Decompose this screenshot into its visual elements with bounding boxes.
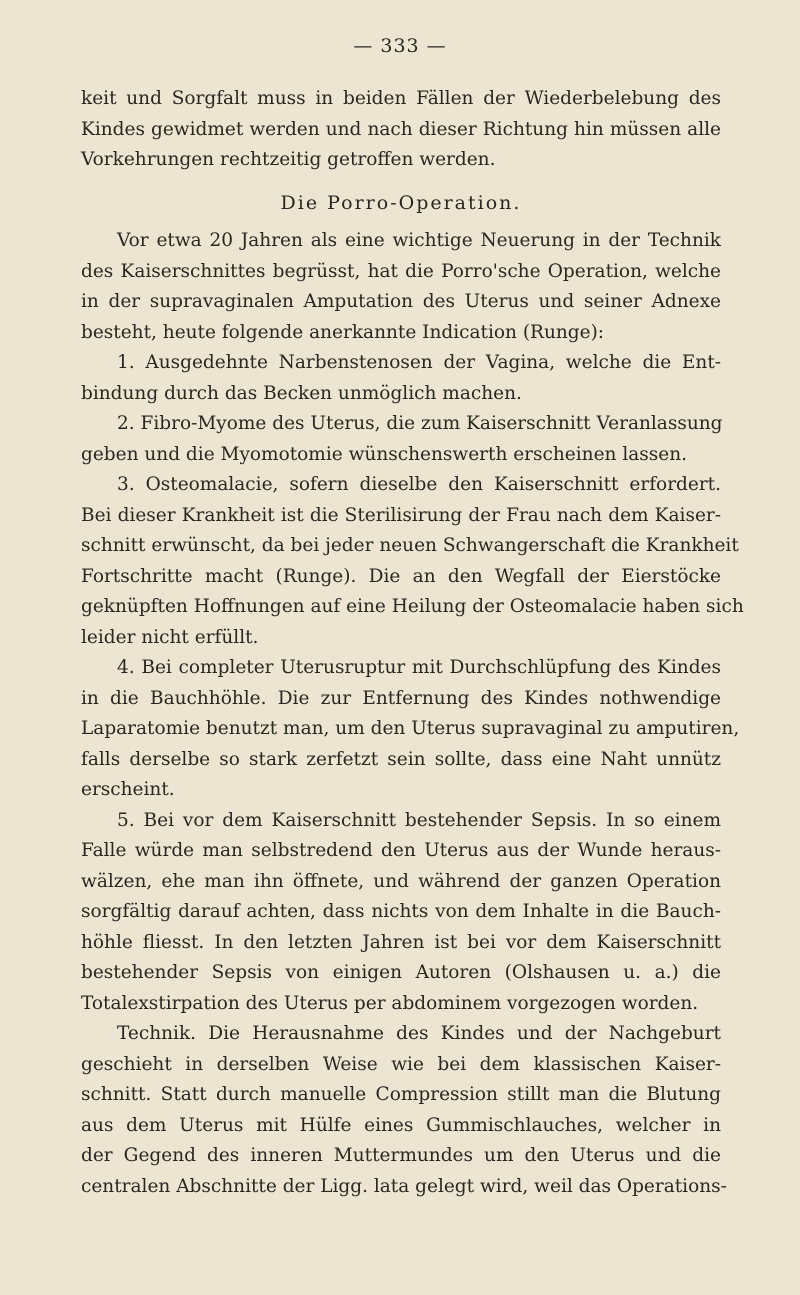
- text-line: 1. Ausgedehnte Narbenstenosen der Vagina, welche die Ent-: [117, 352, 721, 373]
- text-line: Totalexstirpation des Uterus per abdominem vorgezogen worden.: [81, 992, 699, 1014]
- text-line: schnitt. Statt durch manuelle Compression stillt man die Blutung: [81, 1084, 721, 1105]
- text-line: sorgfältig darauf achten, dass nichts von dem Inhalte in die Bauch-: [81, 901, 721, 922]
- text-line: Vor etwa 20 Jahren als eine wichtige Neuerung in der Technik: [117, 230, 721, 251]
- text-line: Fortschritte macht (Runge). Die an den Wegfall der Eierstöcke: [81, 565, 721, 587]
- text-line: bindung durch das Becken unmöglich machen.: [81, 382, 522, 404]
- text-line: Vorkehrungen rechtzeitig getroffen werden.: [81, 149, 496, 170]
- text-line: 5. Bei vor dem Kaiserschnitt bestehender Sepsis. In so einem: [117, 809, 721, 831]
- text-line: bestehender Sepsis von einigen Autoren (Olshausen u. a.) die: [81, 962, 721, 983]
- text-line: leider nicht erfüllt.: [81, 626, 259, 648]
- text-line: in die Bauchhöhle. Die zur Entfernung des Kindes nothwendige: [81, 687, 721, 709]
- text-line: Falle würde man selbstredend den Uterus aus der Wunde heraus-: [81, 840, 721, 861]
- text-line: falls derselbe so stark zerfetzt sein sollte, dass eine Naht unnütz: [81, 748, 721, 770]
- text-line: wälzen, ehe man ihn öffnete, und während der ganzen Operation: [81, 870, 721, 892]
- text-line: 3. Osteomalacie, sofern dieselbe den Kaiserschnitt erfordert.: [117, 474, 721, 495]
- text-line: Technik. Die Herausnahme des Kindes und der Nachgeburt: [117, 1023, 721, 1044]
- text-line: geben und die Myomotomie wünschenswerth erscheinen lassen.: [81, 443, 688, 465]
- text-line: geknüpften Hoffnungen auf eine Heilung der Osteomalacie haben sich: [81, 596, 744, 617]
- text-line: 4. Bei completer Uterusruptur mit Durchschlüpfung des Kindes: [117, 657, 721, 678]
- text-line: in der supravaginalen Amputation des Uterus und seiner Adnexe: [81, 291, 721, 312]
- text-line: schnitt erwünscht, da bei jeder neuen Schwangerschaft die Krankheit: [81, 535, 739, 556]
- page-number: — 333 —: [353, 35, 447, 57]
- text-line: centralen Abschnitte der Ligg. lata gelegt wird, weil das Operations-: [81, 1175, 727, 1197]
- section-heading: Die Porro-Operation.: [280, 191, 522, 214]
- text-line: des Kaiserschnittes begrüsst, hat die Porro'sche Operation, welche: [81, 260, 721, 282]
- text-line: 2. Fibro-Myome des Uterus, die zum Kaiserschnitt Veranlassung: [117, 413, 723, 434]
- text-body: [81, 84, 744, 1202]
- text-line: Kindes gewidmet werden und nach dieser Richtung hin müssen alle: [81, 118, 721, 140]
- text-line: aus dem Uterus mit Hülfe eines Gummischlauches, welcher in: [81, 1114, 721, 1136]
- text-line: Bei dieser Krankheit ist die Sterilisirung der Frau nach dem Kaiser-: [81, 504, 721, 526]
- text-line: höhle fliesst. In den letzten Jahren ist bei vor dem Kaiserschnitt: [81, 931, 721, 953]
- text-line: der Gegend des inneren Muttermundes um den Uterus und die: [81, 1145, 721, 1166]
- text-line: erscheint.: [81, 779, 175, 800]
- text-line: besteht, heute folgende anerkannte Indication (Runge):: [81, 321, 605, 343]
- text-line: geschieht in derselben Weise wie bei dem klassischen Kaiser-: [81, 1053, 721, 1075]
- text-line: Laparatomie benutzt man, um den Uterus supravaginal zu amputiren,: [81, 718, 740, 739]
- text-line: keit und Sorgfalt muss in beiden Fällen der Wiederbelebung des: [81, 88, 721, 109]
